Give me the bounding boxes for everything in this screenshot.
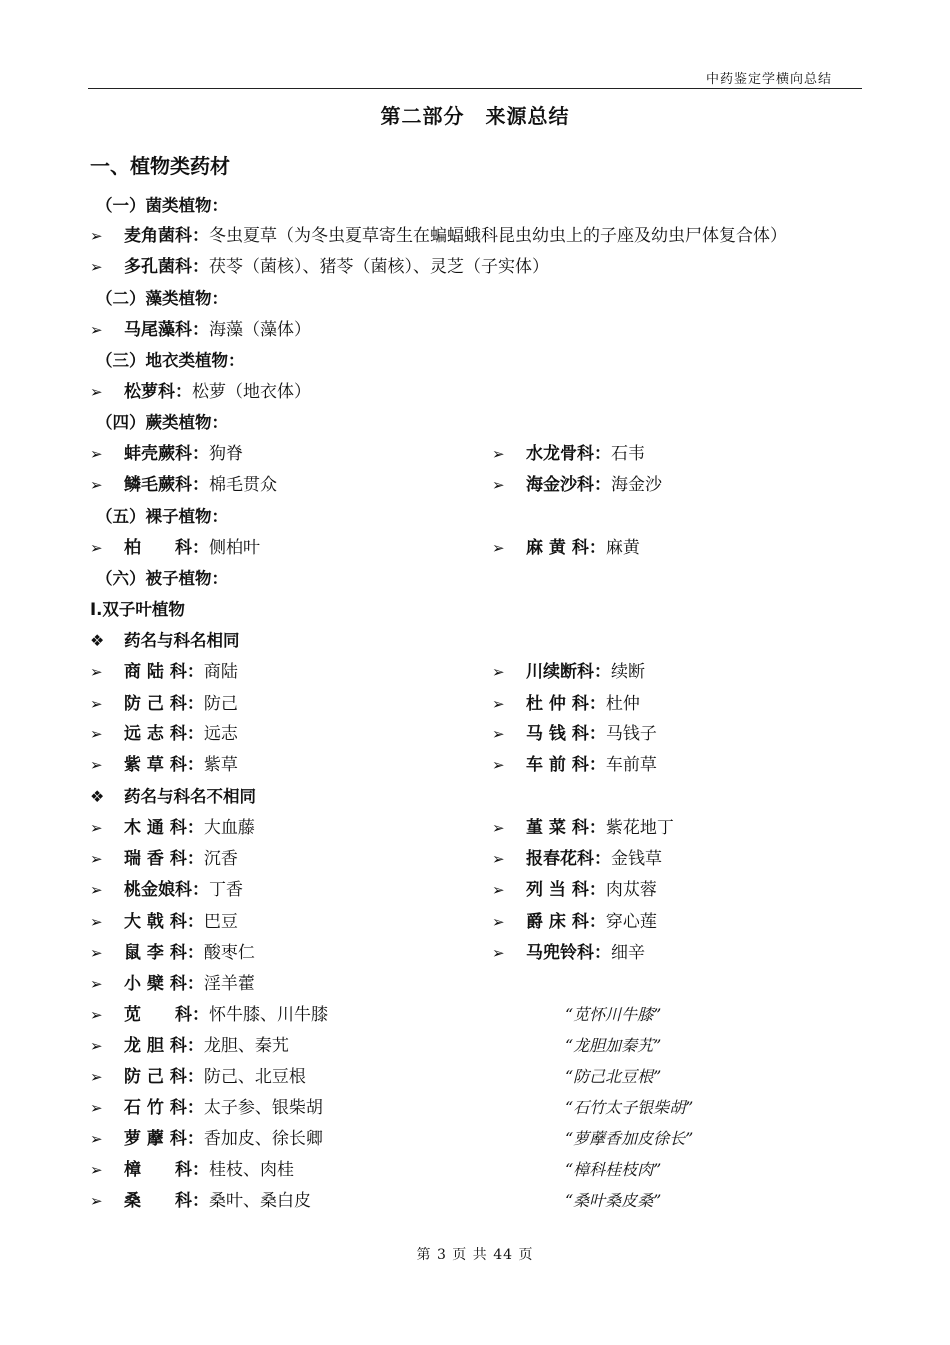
family-name: 松萝科： bbox=[124, 382, 192, 402]
subsection-different-name bbox=[90, 783, 256, 811]
arrow-bullet-icon: ➢ bbox=[90, 476, 103, 494]
family-name: 堇 菜 科： bbox=[526, 818, 606, 838]
arrow-bullet-icon: ➢ bbox=[90, 695, 103, 713]
family-name: 瑞 香 科： bbox=[124, 849, 204, 869]
drug-name: 穿心莲 bbox=[605, 912, 657, 932]
arrow-bullet-icon: ➢ bbox=[90, 1068, 103, 1086]
subsection-same-name bbox=[90, 627, 240, 655]
arrow-bullet-icon: ➢ bbox=[90, 258, 103, 276]
family-entry bbox=[90, 658, 238, 686]
drug-name: 麻黄 bbox=[605, 538, 640, 558]
arrow-bullet-icon: ➢ bbox=[90, 819, 103, 837]
arrow-bullet-icon: ➢ bbox=[492, 756, 505, 774]
arrow-bullet-icon: ➢ bbox=[492, 695, 505, 713]
group-label-angiosperms: （六）被子植物： bbox=[96, 569, 228, 588]
drug-name: 棉毛贯众 bbox=[209, 475, 277, 495]
arrow-bullet-icon: ➢ bbox=[90, 913, 103, 931]
family-name: 樟 科： bbox=[124, 1160, 209, 1180]
family-entry bbox=[90, 690, 238, 718]
family-name: 鼠 李 科： bbox=[124, 943, 204, 963]
family-entry bbox=[492, 939, 645, 967]
family-entry bbox=[90, 471, 277, 499]
drug-name: 杜仲 bbox=[605, 694, 640, 714]
family-entry bbox=[90, 1001, 328, 1029]
arrow-bullet-icon: ➢ bbox=[90, 227, 103, 245]
family-entry bbox=[492, 908, 657, 936]
drug-name: 紫草 bbox=[203, 755, 238, 775]
family-name: 麦角菌科： bbox=[124, 226, 209, 246]
arrow-bullet-icon: ➢ bbox=[90, 1099, 103, 1117]
arrow-bullet-icon: ➢ bbox=[492, 850, 505, 868]
family-name: 商 陆 科： bbox=[124, 662, 204, 682]
family-entry bbox=[90, 1156, 294, 1184]
drug-name: 丁香 bbox=[209, 880, 243, 900]
arrow-bullet-icon: ➢ bbox=[492, 539, 505, 557]
arrow-bullet-icon: ➢ bbox=[492, 944, 505, 962]
family-entry bbox=[492, 814, 674, 842]
family-name: 桃金娘科： bbox=[124, 880, 209, 900]
drug-name: 马钱子 bbox=[605, 724, 657, 744]
family-name: 川续断科： bbox=[526, 662, 611, 682]
drug-name: 桂枝、肉桂 bbox=[209, 1160, 294, 1180]
family-name: 海金沙科： bbox=[526, 475, 611, 495]
arrow-bullet-icon: ➢ bbox=[90, 1130, 103, 1148]
arrow-bullet-icon: ➢ bbox=[90, 725, 103, 743]
family-entry bbox=[90, 720, 238, 748]
group-label-fungi: （一）菌类植物： bbox=[96, 196, 228, 215]
group-label-ferns: （四）蕨类植物： bbox=[96, 413, 228, 432]
arrow-bullet-icon: ➢ bbox=[90, 663, 103, 681]
arrow-bullet-icon: ➢ bbox=[90, 383, 103, 401]
drug-name: 大血藤 bbox=[203, 818, 255, 838]
arrow-bullet-icon: ➢ bbox=[492, 663, 505, 681]
family-entry bbox=[492, 658, 645, 686]
drug-name: 紫花地丁 bbox=[605, 818, 674, 838]
drug-name: 龙胆、秦艽 bbox=[203, 1036, 289, 1056]
arrow-bullet-icon: ➢ bbox=[492, 881, 505, 899]
drug-name: 金钱草 bbox=[611, 849, 662, 869]
family-entry bbox=[90, 1187, 311, 1215]
family-name: 龙 胆 科： bbox=[124, 1036, 204, 1056]
family-name: 鳞毛蕨科： bbox=[124, 475, 209, 495]
family-name: 苋 科： bbox=[124, 1005, 209, 1025]
arrow-bullet-icon: ➢ bbox=[90, 1006, 103, 1024]
drug-name: 沉香 bbox=[203, 849, 238, 869]
diamond-bullet-icon: ❖ bbox=[90, 631, 105, 650]
family-name: 水龙骨科： bbox=[526, 444, 611, 464]
family-entry bbox=[492, 845, 662, 873]
subsection-label: 药名与科名不相同 bbox=[124, 787, 256, 806]
mnemonic-phrase: “萝藦香加皮徐长” bbox=[565, 1129, 694, 1148]
arrow-bullet-icon: ➢ bbox=[90, 850, 103, 868]
family-entry bbox=[492, 690, 640, 718]
arrow-bullet-icon: ➢ bbox=[492, 445, 505, 463]
page-footer: 第 3 页 共 44 页 bbox=[416, 1247, 534, 1263]
drug-name: 车前草 bbox=[605, 755, 657, 775]
family-entry bbox=[90, 939, 255, 967]
drug-name: 防己、北豆根 bbox=[203, 1067, 306, 1087]
drug-name: 商陆 bbox=[203, 662, 238, 682]
arrow-bullet-icon: ➢ bbox=[90, 881, 103, 899]
drug-name: 海藻（藻体） bbox=[209, 320, 311, 340]
drug-name: 桑叶、桑白皮 bbox=[209, 1191, 311, 1211]
arrow-bullet-icon: ➢ bbox=[90, 944, 103, 962]
family-entry bbox=[492, 534, 640, 562]
drug-name: 淫羊藿 bbox=[203, 974, 255, 994]
family-entry bbox=[90, 1125, 323, 1153]
family-entry bbox=[90, 222, 787, 250]
family-name: 萝 藦 科： bbox=[124, 1129, 204, 1149]
group-label-algae: （二）藻类植物： bbox=[96, 289, 228, 308]
arrow-bullet-icon: ➢ bbox=[90, 321, 103, 339]
family-entry bbox=[90, 1032, 289, 1060]
running-header: 中药鉴定学横向总结 bbox=[705, 72, 832, 87]
family-name: 大 戟 科： bbox=[124, 912, 204, 932]
family-name: 车 前 科： bbox=[526, 755, 606, 775]
family-entry bbox=[90, 970, 255, 998]
drug-name: 细辛 bbox=[611, 943, 645, 963]
drug-name: 肉苁蓉 bbox=[605, 880, 657, 900]
family-entry bbox=[492, 876, 657, 904]
family-entry bbox=[492, 751, 657, 779]
family-entry bbox=[90, 253, 549, 281]
arrow-bullet-icon: ➢ bbox=[492, 913, 505, 931]
drug-name: 侧柏叶 bbox=[209, 538, 260, 558]
mnemonic-phrase: “石竹太子银柴胡” bbox=[565, 1098, 694, 1117]
section-heading: 一、植物类药材 bbox=[90, 154, 230, 178]
dicot-title: Ⅰ.双子叶植物 bbox=[90, 600, 185, 619]
drug-name: 海金沙 bbox=[611, 475, 662, 495]
arrow-bullet-icon: ➢ bbox=[90, 1192, 103, 1210]
family-name: 多孔菌科： bbox=[124, 257, 209, 277]
family-name: 紫 草 科： bbox=[124, 755, 204, 775]
family-entry bbox=[492, 471, 662, 499]
mnemonic-phrase: “苋怀川牛膝” bbox=[565, 1005, 662, 1024]
arrow-bullet-icon: ➢ bbox=[90, 1161, 103, 1179]
mnemonic-phrase: “樟科桂枝肉” bbox=[565, 1160, 662, 1179]
family-name: 爵 床 科： bbox=[526, 912, 606, 932]
family-entry bbox=[90, 814, 255, 842]
family-entry bbox=[90, 908, 238, 936]
family-entry bbox=[90, 316, 311, 344]
family-name: 麻 黄 科： bbox=[526, 538, 606, 558]
diamond-bullet-icon: ❖ bbox=[90, 787, 105, 806]
arrow-bullet-icon: ➢ bbox=[90, 539, 103, 557]
family-name: 马兜铃科： bbox=[526, 943, 611, 963]
family-name: 小 檗 科： bbox=[124, 974, 204, 994]
group-label-gymnosperms: （五）裸子植物： bbox=[96, 507, 228, 526]
drug-name: 续断 bbox=[611, 662, 645, 682]
drug-name: 松萝（地衣体） bbox=[192, 382, 311, 402]
family-entry bbox=[90, 440, 243, 468]
family-name: 防 己 科： bbox=[124, 1067, 204, 1087]
family-entry bbox=[90, 1063, 306, 1091]
drug-name: 远志 bbox=[203, 724, 238, 744]
family-name: 桑 科： bbox=[124, 1191, 209, 1211]
family-entry bbox=[90, 876, 243, 904]
drug-name: 防己 bbox=[203, 694, 238, 714]
family-entry bbox=[90, 534, 260, 562]
family-name: 列 当 科： bbox=[526, 880, 606, 900]
drug-name: 冬虫夏草（为冬虫夏草寄生在蝙蝠蛾科昆虫幼虫上的子座及幼虫尸体复合体） bbox=[209, 226, 787, 246]
drug-name: 太子参、银柴胡 bbox=[203, 1098, 323, 1118]
drug-name: 香加皮、徐长卿 bbox=[203, 1129, 323, 1149]
family-entry bbox=[90, 751, 238, 779]
family-entry bbox=[90, 378, 311, 406]
family-entry bbox=[90, 845, 238, 873]
family-name: 马 钱 科： bbox=[526, 724, 606, 744]
subsection-label: 药名与科名相同 bbox=[124, 631, 240, 650]
drug-name: 狗脊 bbox=[209, 444, 243, 464]
family-name: 木 通 科： bbox=[124, 818, 204, 838]
drug-name: 巴豆 bbox=[203, 912, 238, 932]
family-entry bbox=[492, 720, 657, 748]
arrow-bullet-icon: ➢ bbox=[90, 445, 103, 463]
mnemonic-phrase: “龙胆加秦艽” bbox=[565, 1036, 662, 1055]
drug-name: 怀牛膝、川牛膝 bbox=[209, 1005, 328, 1025]
family-name: 马尾藻科： bbox=[124, 320, 209, 340]
family-entry bbox=[492, 440, 645, 468]
group-label-lichens: （三）地衣类植物： bbox=[96, 351, 245, 370]
family-name: 远 志 科： bbox=[124, 724, 204, 744]
family-name: 防 己 科： bbox=[124, 694, 204, 714]
arrow-bullet-icon: ➢ bbox=[90, 756, 103, 774]
family-name: 报春花科： bbox=[526, 849, 611, 869]
family-entry bbox=[90, 1094, 323, 1122]
drug-name: 酸枣仁 bbox=[203, 943, 255, 963]
arrow-bullet-icon: ➢ bbox=[492, 476, 505, 494]
arrow-bullet-icon: ➢ bbox=[90, 1037, 103, 1055]
family-name: 柏 科： bbox=[124, 538, 209, 558]
mnemonic-phrase: “防己北豆根” bbox=[565, 1067, 662, 1086]
drug-name: 茯苓（菌核）、猪苓（菌核）、灵芝（子实体） bbox=[209, 257, 549, 277]
mnemonic-phrase: “桑叶桑皮桑” bbox=[565, 1191, 662, 1210]
arrow-bullet-icon: ➢ bbox=[492, 725, 505, 743]
family-name: 蚌壳蕨科： bbox=[124, 444, 209, 464]
arrow-bullet-icon: ➢ bbox=[492, 819, 505, 837]
header-rule bbox=[88, 88, 862, 89]
part-title: 第二部分 来源总结 bbox=[380, 104, 570, 128]
arrow-bullet-icon: ➢ bbox=[90, 975, 103, 993]
family-name: 石 竹 科： bbox=[124, 1098, 204, 1118]
drug-name: 石韦 bbox=[611, 444, 645, 464]
family-name: 杜 仲 科： bbox=[526, 694, 606, 714]
